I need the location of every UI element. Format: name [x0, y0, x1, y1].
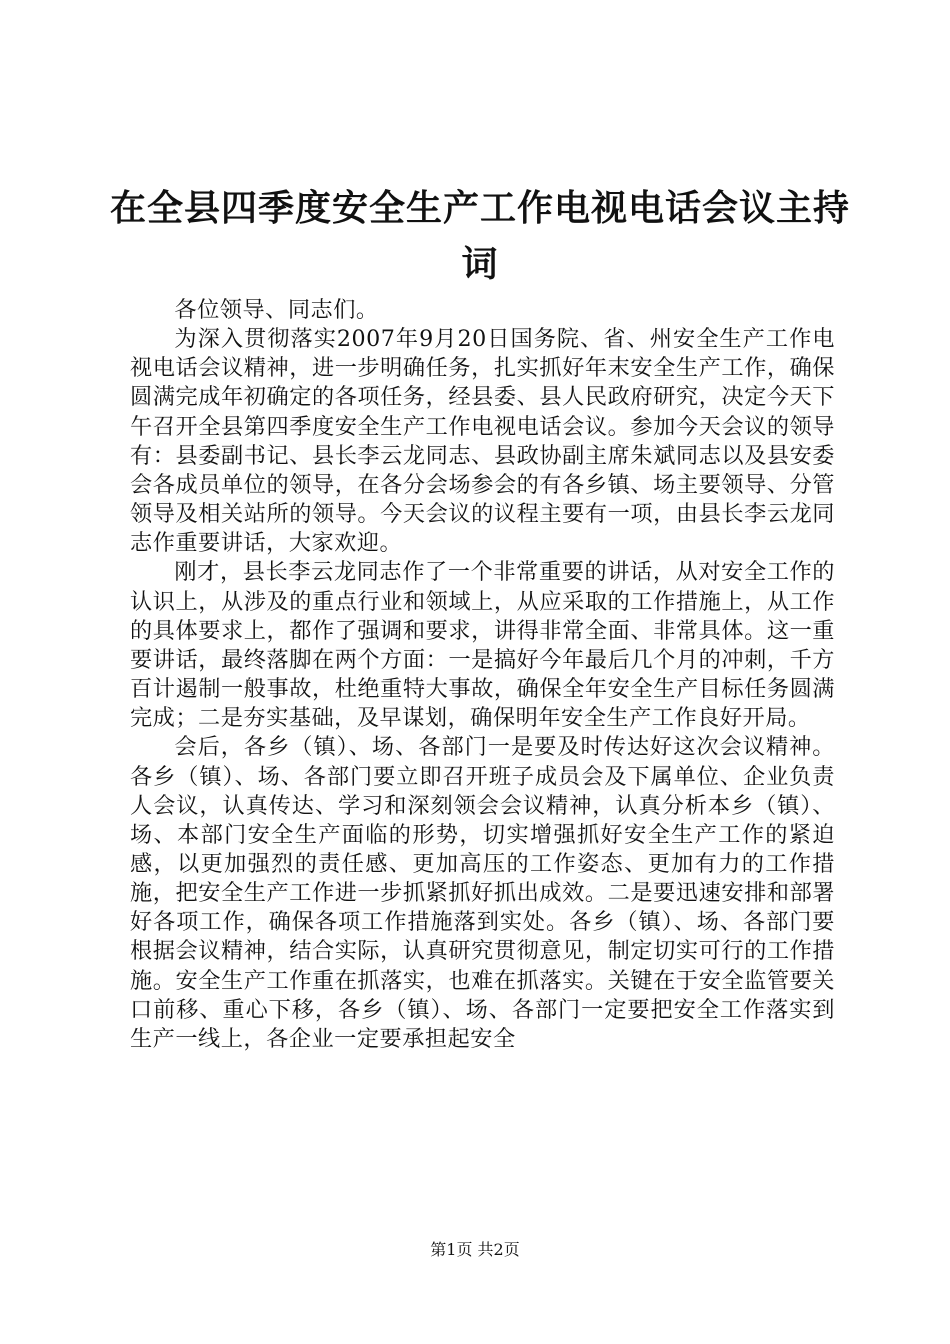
document-title: 在全县四季度安全生产工作电视电话会议主持词 — [110, 187, 851, 285]
paragraph-salutation: 各位领导、同志们。 — [174, 297, 379, 323]
paragraph-requirements: 会后，各乡（镇）、场、各部门一是要及时传达好这次会议精神。各乡（镇）、场、各部门要立即召开班子成员会及下属单位、企业负责人会议，认真传达、学习和深刻领会会议精神，认真分析本乡（镇）、场、本部门安全生产面临的形势，切实增强抓好安全生产工作的紧迫感，以更加强烈的责任感、更加高压的工作姿态、更加有力的工作措施，把安全生产工作进一步抓紧抓好抓出成效。二是要迅速安排和部署好各项工作，确保各项工作措施落到实处。各乡（镇）、场、各部门要根据会议精神，结合实际，认真研究贯彻意见，制定切实可行的工作措施。安全生产工作重在抓落实，也难在抓落实。关键在于安全监管要关口前移、重心下移，各乡（镇）、场、各部门一定要把安全工作落实到生产一线上，各企业一定要承担起安全 — [130, 734, 835, 1052]
document-body — [130, 296, 835, 1054]
paragraph-introduction: 为深入贯彻落实2007年9月20日国务院、省、州安全生产工作电视电话会议精神，进一步明确任务，扎实抓好年末安全生产工作，确保圆满完成年初确定的各项任务，经县委、县人民政府研究，决定今天下午召开全县第四季度安全生产工作电视电话会议。参加今天会议的领导有：县委副书记、县长李云龙同志、县政协副主席朱斌同志以及县安委会各成员单位的领导，在各分会场参会的有各乡镇、场主要领导、分管领导及相关站所的领导。今天会议的议程主要有一项，由县长李云龙同志作重要讲话，大家欢迎。 — [130, 326, 835, 557]
paragraph-summary: 刚才，县长李云龙同志作了一个非常重要的讲话，从对安全工作的认识上，从涉及的重点行业和领域上，从应采取的工作措施上，从工作的具体要求上，都作了强调和要求，讲得非常全面、非常具体。这一重要讲话，最终落脚在两个方面：一是搞好今年最后几个月的冲刺，千方百计遏制一般事故，杜绝重特大事故，确保全年安全生产目标任务圆满完成；二是夯实基础，及早谋划，确保明年安全生产工作良好开局。 — [130, 559, 835, 732]
page-footer: 第1页 共2页 — [430, 1240, 520, 1259]
